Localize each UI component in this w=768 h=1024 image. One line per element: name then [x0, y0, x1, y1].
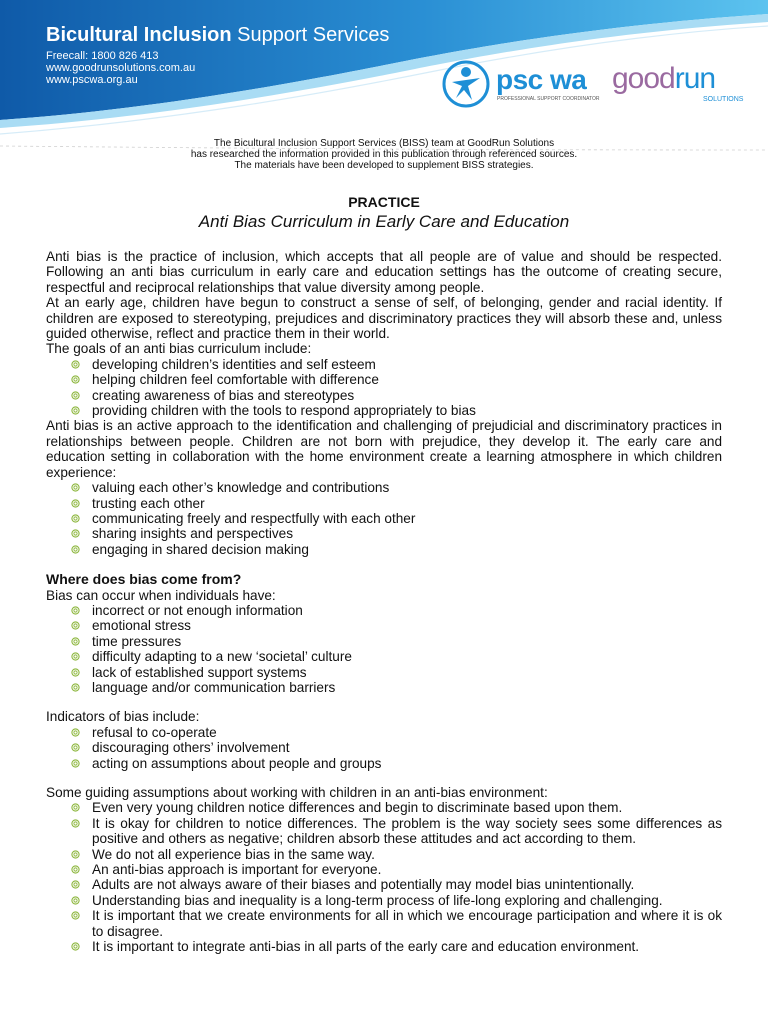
- list-item: [46, 665, 722, 680]
- causes-list: [46, 603, 722, 695]
- list-item: [46, 877, 722, 892]
- ring-bullet-icon: [71, 880, 80, 889]
- list-item-text: lack of established support systems: [92, 664, 307, 680]
- ring-bullet-icon: [71, 865, 80, 874]
- list-item: [46, 388, 722, 403]
- list-item-text: providing children with the tools to respond appropriately to bias: [92, 403, 476, 419]
- list-item: [46, 680, 722, 695]
- ring-bullet-icon: [71, 391, 80, 400]
- psc-wa-logo: psc wa: [496, 64, 587, 95]
- ring-bullet-icon: [71, 850, 80, 859]
- list-item-text: emotional stress: [92, 618, 191, 634]
- list-item-text: It is important that we create environments for all in which we encourage participation and where it is ok to disagree.: [92, 908, 722, 939]
- list-item-text: We do not all experience bias in the same way.: [92, 846, 375, 862]
- paragraph-definition: Anti bias is the practice of inclusion, which accepts that all people are of value and should be respected. Following an anti bias curriculum in early care and education settings has the outcome of creating secure, respectful and reciprocal relationships that value diversity among people.: [46, 249, 722, 295]
- list-item: [46, 603, 722, 618]
- intro-note: [0, 138, 768, 171]
- pscwa-url[interactable]: www.pscwa.org.au: [46, 74, 138, 86]
- intro-line-2: has researched the information provided in this publication through referenced sources.: [190, 149, 578, 160]
- list-item-text: Even very young children notice differences and begin to discriminate based upon them.: [92, 800, 623, 816]
- partner-logos: [440, 58, 750, 110]
- goodrun-logo-run: run: [674, 62, 716, 95]
- goodrun-solutions: SOLUTIONS: [703, 96, 744, 103]
- intro-line-3: The materials have been developed to supplement BISS strategies.: [234, 160, 534, 171]
- list-item-text: It is okay for children to notice differences. The problem is the way society sees some differences as positive and others as negative; children absorb these attitudes and act according to them.: [92, 815, 722, 847]
- list-item-text: sharing insights and perspectives: [92, 526, 293, 542]
- paragraph-goals-intro: The goals of an anti bias curriculum include:: [46, 341, 312, 357]
- ring-bullet-icon: [71, 360, 80, 369]
- list-item: [46, 634, 722, 649]
- list-item: [46, 740, 722, 755]
- list-item-text: Understanding bias and inequality is a long-term process of life-long exploring and challenging.: [92, 892, 663, 908]
- ring-bullet-icon: [71, 545, 80, 554]
- list-item: [46, 816, 722, 847]
- ring-bullet-icon: [71, 652, 80, 661]
- list-item: [46, 542, 722, 557]
- goodrun-logo: [612, 62, 715, 96]
- list-item: [46, 847, 722, 862]
- paragraph-indicators: Indicators of bias include:: [46, 709, 200, 725]
- paragraph-early-age: At an early age, children have begun to construct a sense of self, of belonging, gender and racial identity. If children are exposed to stereotyping, prejudices and discriminatory practices they will absorb these and, unless guided otherwise, reflect and practice them in their world.: [46, 295, 722, 342]
- ring-bullet-icon: [71, 911, 80, 920]
- list-item-text: An anti-bias approach is important for everyone.: [92, 862, 382, 878]
- list-item-text: incorrect or not enough information: [92, 602, 303, 618]
- goodrun-url[interactable]: www.goodrunsolutions.com.au: [46, 62, 196, 74]
- ring-bullet-icon: [71, 803, 80, 812]
- list-item-text: acting on assumptions about people and groups: [92, 755, 382, 771]
- ring-bullet-icon: [71, 406, 80, 415]
- list-item: [46, 526, 722, 541]
- list-item: [46, 496, 722, 511]
- list-item: [46, 511, 722, 526]
- ring-bullet-icon: [71, 483, 80, 492]
- ring-bullet-icon: [71, 896, 80, 905]
- list-item: [46, 357, 722, 372]
- list-item: [46, 939, 722, 954]
- document-body: [46, 249, 722, 954]
- list-item-text: refusal to co-operate: [92, 724, 217, 740]
- brand-title: [46, 24, 389, 47]
- list-item-text: Adults are not always aware of their biases and potentially may model bias unintentionally.: [92, 877, 635, 893]
- list-item-text: trusting each other: [92, 495, 205, 511]
- ring-bullet-icon: [71, 759, 80, 768]
- list-item-text: It is important to integrate anti-bias in all parts of the early care and education environment.: [92, 939, 640, 955]
- page-header: [0, 0, 768, 160]
- goals-list: [46, 357, 722, 419]
- list-item: [46, 908, 722, 939]
- paragraph-assumptions: Some guiding assumptions about working with children in an anti-bias environment:: [46, 785, 548, 800]
- list-item-text: language and/or communication barriers: [92, 679, 336, 695]
- ring-bullet-icon: [71, 375, 80, 384]
- list-item: [46, 372, 722, 387]
- list-item: [46, 403, 722, 418]
- heading-where-bias: Where does bias come from?: [46, 571, 242, 588]
- list-item: [46, 800, 722, 815]
- psc-tagline: PROFESSIONAL SUPPORT COORDINATOR: [497, 96, 600, 102]
- experience-list: [46, 480, 722, 557]
- list-item-text: developing children’s identities and self esteem: [92, 356, 376, 372]
- ring-bullet-icon: [71, 621, 80, 630]
- list-item-text: creating awareness of bias and stereotypes: [92, 387, 355, 403]
- ring-bullet-icon: [71, 499, 80, 508]
- ring-bullet-icon: [71, 529, 80, 538]
- ring-bullet-icon: [71, 819, 80, 828]
- list-item-text: engaging in shared decision making: [92, 541, 309, 557]
- document-title: Anti Bias Curriculum in Early Care and Education: [198, 212, 570, 231]
- ring-bullet-icon: [71, 683, 80, 692]
- list-item-text: helping children feel comfortable with difference: [92, 372, 379, 388]
- list-item: [46, 893, 722, 908]
- section-kicker: PRACTICE: [348, 194, 420, 210]
- ring-bullet-icon: [71, 942, 80, 951]
- brand-title-rest: Support Services: [237, 24, 390, 46]
- ring-bullet-icon: [71, 606, 80, 615]
- list-item: [46, 725, 722, 740]
- list-item-text: discouraging others’ involvement: [92, 740, 290, 756]
- ring-bullet-icon: [71, 743, 80, 752]
- list-item-text: valuing each other’s knowledge and contributions: [92, 480, 390, 496]
- list-item: [46, 618, 722, 633]
- list-item: [46, 480, 722, 495]
- list-item: [46, 649, 722, 664]
- paragraph-bias-occurs: Bias can occur when individuals have:: [46, 587, 276, 603]
- ring-bullet-icon: [71, 514, 80, 523]
- intro-line-1: The Bicultural Inclusion Support Services (BISS) team at GoodRun Solutions: [213, 138, 555, 149]
- goodrun-logo-good: good: [612, 62, 675, 95]
- ring-bullet-icon: [71, 728, 80, 737]
- list-item-text: communicating freely and respectfully with each other: [92, 510, 416, 526]
- list-item: [46, 862, 722, 877]
- contact-block: [46, 50, 195, 86]
- assumptions-list: [46, 800, 722, 954]
- paragraph-active-approach: Anti bias is an active approach to the identification and challenging of prejudicial and discriminatory practices in relationships between people. Children are not born with prejudice, they develop it. The early care and education setting in collaboration with the home environment create a learning atmosphere in which children experience:: [46, 418, 722, 480]
- list-item-text: difficulty adapting to a new ‘societal’ culture: [92, 649, 352, 665]
- list-item: [46, 756, 722, 771]
- brand-title-bold: Bicultural Inclusion: [46, 24, 232, 46]
- psc-figure-icon: [440, 58, 492, 110]
- list-item-text: time pressures: [92, 633, 182, 649]
- freecall-number: Freecall: 1800 826 413: [46, 50, 159, 62]
- ring-bullet-icon: [71, 637, 80, 646]
- indicators-list: [46, 725, 722, 771]
- ring-bullet-icon: [71, 668, 80, 677]
